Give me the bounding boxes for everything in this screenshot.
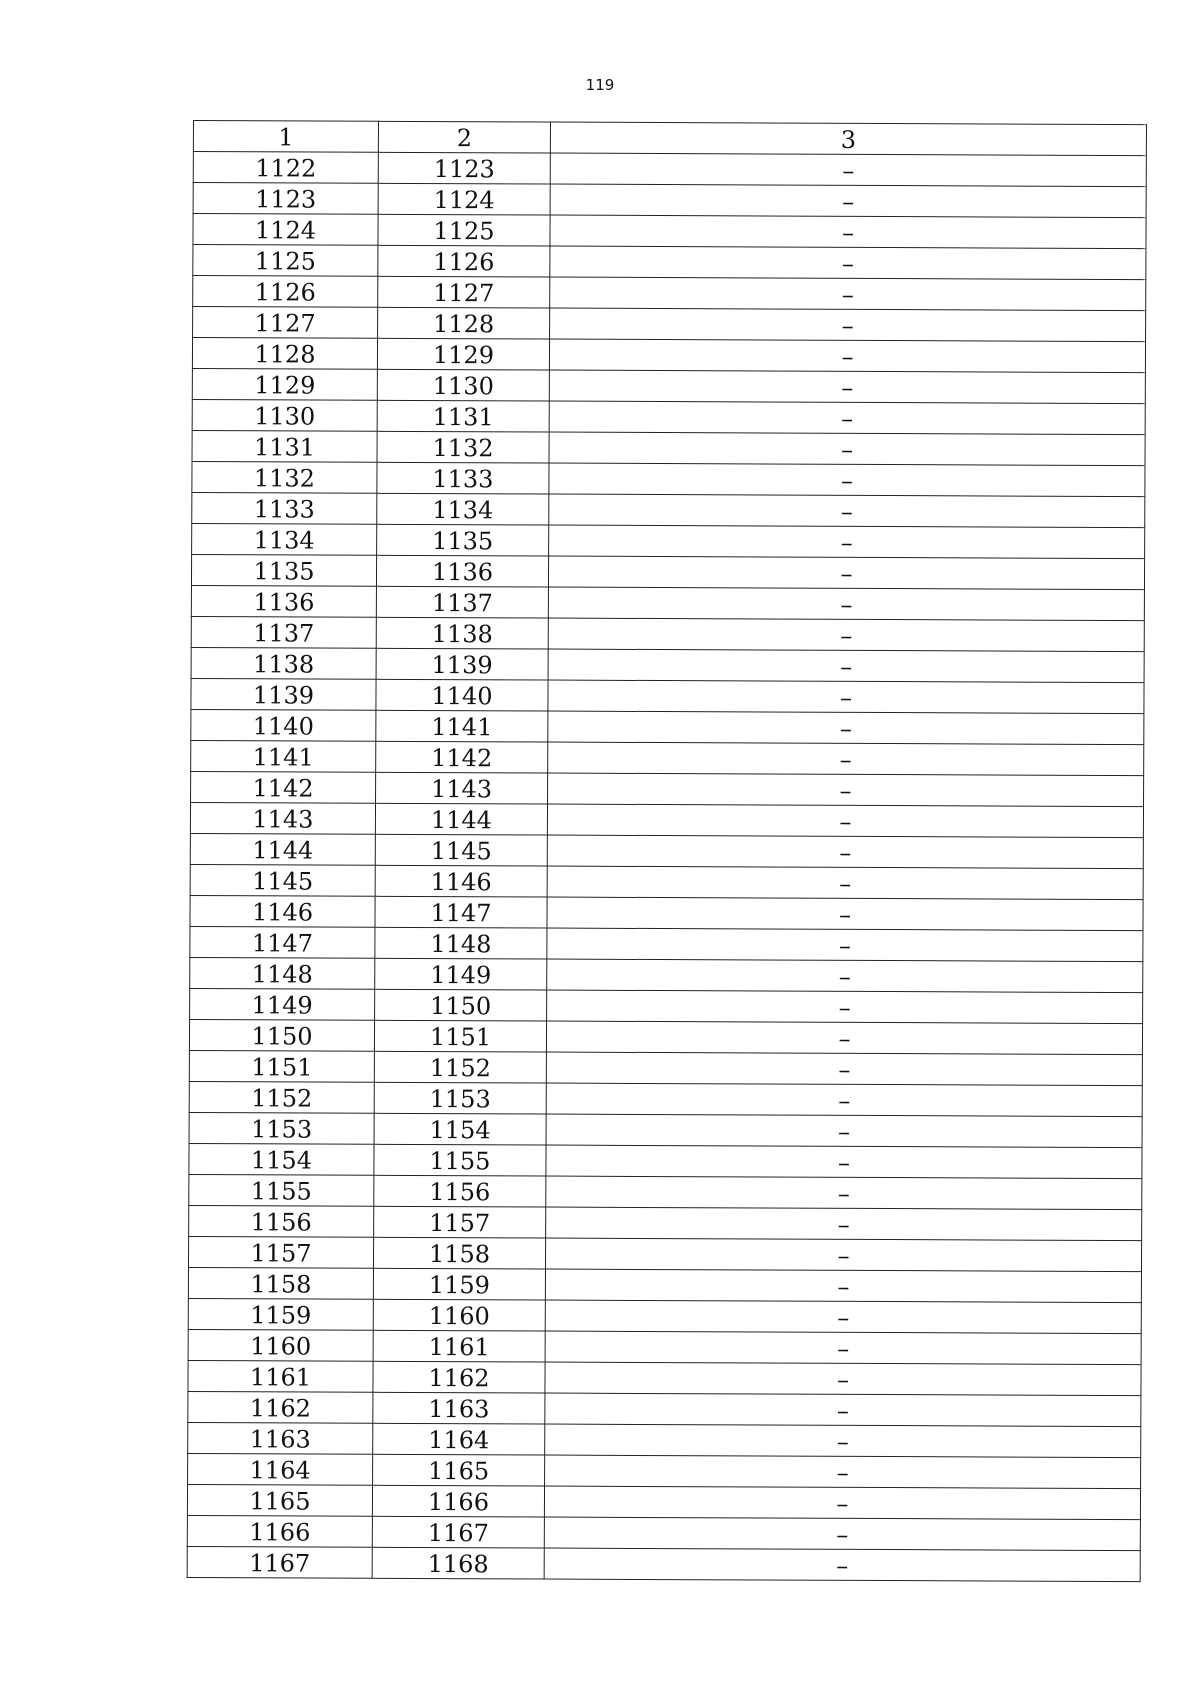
table-row: [193, 245, 1146, 280]
table-cell-col-3: –: [545, 1331, 1141, 1365]
table-row: [190, 988, 1143, 1023]
table-row: [192, 430, 1145, 465]
table-row: [189, 1019, 1142, 1054]
table-row: [190, 833, 1143, 868]
table-cell-col-1: 1128: [192, 338, 377, 370]
table-cell-col-3: –: [547, 990, 1143, 1024]
table-cell-col-3: –: [545, 1269, 1141, 1303]
table-cell-col-2: 1135: [377, 524, 549, 556]
table-cell-col-2: 1154: [374, 1113, 546, 1145]
table-cell-col-1: 1127: [193, 307, 378, 339]
table-cell-col-1: 1133: [192, 492, 377, 524]
table-cell-col-2: 1157: [374, 1206, 546, 1238]
table-cell-col-2: 1127: [378, 276, 550, 308]
table-cell-col-1: 1122: [193, 152, 378, 184]
table-cell-col-2: 1161: [373, 1330, 545, 1362]
table-cell-col-1: 1147: [190, 926, 375, 958]
table-cell-col-3: –: [545, 1393, 1141, 1427]
table-cell-col-3: –: [545, 1455, 1141, 1489]
table-cell-col-3: –: [548, 587, 1144, 621]
table-header-row: [193, 121, 1146, 156]
table-cell-col-2: 1146: [375, 865, 547, 897]
table-cell-col-1: 1129: [192, 368, 377, 400]
table-cell-col-3: –: [544, 1486, 1140, 1520]
table-cell-col-3: –: [546, 1145, 1142, 1179]
table-cell-col-2: 1159: [373, 1268, 545, 1300]
table-cell-col-1: 1130: [192, 399, 377, 431]
column-header-3: 3: [550, 122, 1146, 156]
column-header-1: 1: [193, 121, 378, 153]
table-cell-col-3: –: [549, 401, 1145, 435]
table-cell-col-3: –: [549, 370, 1145, 404]
table-cell-col-3: –: [549, 463, 1145, 497]
table-cell-col-2: 1153: [374, 1082, 546, 1114]
table-row: [188, 1298, 1141, 1333]
table-cell-col-1: 1140: [191, 709, 376, 741]
table-cell-col-1: 1139: [191, 678, 376, 710]
table-row: [187, 1484, 1140, 1519]
table-cell-col-3: –: [547, 959, 1143, 993]
table-cell-col-2: 1126: [378, 245, 550, 277]
table-cell-col-3: –: [548, 773, 1144, 807]
table-cell-col-2: 1130: [377, 369, 549, 401]
table-body: [187, 152, 1146, 1582]
table-cell-col-2: 1143: [376, 772, 548, 804]
table-cell-col-1: 1124: [193, 214, 378, 246]
table-cell-col-1: 1150: [189, 1019, 374, 1051]
table-row: [191, 678, 1144, 713]
table-cell-col-2: 1134: [377, 493, 549, 525]
table-cell-col-1: 1159: [188, 1298, 373, 1330]
table-cell-col-1: 1148: [190, 957, 375, 989]
table-cell-col-3: –: [550, 308, 1146, 342]
table-cell-col-2: 1149: [375, 958, 547, 990]
table-cell-col-2: 1140: [376, 679, 548, 711]
table-row: [189, 1143, 1142, 1178]
table-cell-col-3: –: [549, 525, 1145, 559]
table-cell-col-3: –: [548, 556, 1144, 590]
page-number: 119: [585, 76, 615, 94]
table-cell-col-1: 1151: [189, 1050, 374, 1082]
table-row: [190, 802, 1143, 837]
table-cell-col-2: 1158: [373, 1237, 545, 1269]
table-cell-col-1: 1138: [191, 647, 376, 679]
table-row: [193, 152, 1146, 187]
table-cell-col-1: 1160: [188, 1329, 373, 1361]
table-cell-col-1: 1149: [190, 988, 375, 1020]
column-header-2: 2: [378, 121, 550, 153]
table-cell-col-1: 1141: [191, 740, 376, 772]
table-cell-col-1: 1131: [192, 430, 377, 462]
table-cell-col-2: 1156: [374, 1175, 546, 1207]
table-cell-col-3: –: [545, 1300, 1141, 1334]
table-cell-col-1: 1165: [187, 1484, 372, 1516]
table-cell-col-2: 1150: [375, 989, 547, 1021]
table-cell-col-3: –: [547, 835, 1143, 869]
table-cell-col-3: –: [544, 1517, 1140, 1551]
table-cell-col-3: –: [549, 432, 1145, 466]
table-cell-col-3: –: [550, 246, 1146, 280]
table-row: [188, 1236, 1141, 1271]
table-cell-col-1: 1164: [188, 1453, 373, 1485]
table-cell-col-3: –: [546, 1083, 1142, 1117]
table-cell-col-3: –: [548, 742, 1144, 776]
table-row: [189, 1081, 1142, 1116]
table-cell-col-3: –: [547, 866, 1143, 900]
table-cell-col-2: 1131: [377, 400, 549, 432]
table-cell-col-1: 1167: [187, 1546, 372, 1578]
table-cell-col-3: –: [550, 184, 1146, 218]
table-cell-col-3: –: [545, 1362, 1141, 1396]
table-cell-col-2: 1132: [377, 431, 549, 463]
table-cell-col-2: 1162: [373, 1361, 545, 1393]
table-row: [188, 1453, 1141, 1488]
table-cell-col-2: 1147: [375, 896, 547, 928]
table-cell-col-2: 1137: [376, 586, 548, 618]
table-row: [191, 647, 1144, 682]
table-cell-col-1: 1155: [189, 1174, 374, 1206]
table-row: [191, 709, 1144, 744]
table-row: [192, 368, 1145, 403]
table-cell-col-1: 1142: [191, 771, 376, 803]
table-row: [193, 214, 1146, 249]
table-cell-col-2: 1133: [377, 462, 549, 494]
table-cell-col-1: 1134: [192, 523, 377, 555]
table-row: [191, 616, 1144, 651]
table-cell-col-3: –: [548, 680, 1144, 714]
table-cell-col-3: –: [548, 618, 1144, 652]
table-row: [189, 1174, 1142, 1209]
table-row: [190, 957, 1143, 992]
table-cell-col-2: 1136: [376, 555, 548, 587]
table-cell-col-3: –: [550, 153, 1146, 187]
table-cell-col-3: –: [550, 277, 1146, 311]
table-cell-col-1: 1157: [188, 1236, 373, 1268]
table-row: [188, 1391, 1141, 1426]
table-row: [188, 1360, 1141, 1395]
table-row: [192, 492, 1145, 527]
table-cell-col-3: –: [546, 1021, 1142, 1055]
table-cell-col-1: 1126: [193, 276, 378, 308]
table-cell-col-3: –: [550, 215, 1146, 249]
table-cell-col-1: 1163: [188, 1422, 373, 1454]
table-cell-col-2: 1124: [378, 183, 550, 215]
table-cell-col-2: 1148: [375, 927, 547, 959]
table-cell-col-2: 1160: [373, 1299, 545, 1331]
table-row: [193, 276, 1146, 311]
table-row: [190, 926, 1143, 961]
table-row: [190, 864, 1143, 899]
table-cell-col-1: 1136: [191, 585, 376, 617]
table-cell-col-2: 1128: [378, 307, 550, 339]
table-cell-col-1: 1161: [188, 1360, 373, 1392]
table-row: [191, 554, 1144, 589]
table-cell-col-2: 1167: [372, 1516, 544, 1548]
table-cell-col-1: 1158: [188, 1267, 373, 1299]
table-row: [188, 1422, 1141, 1457]
table-cell-col-1: 1143: [190, 802, 375, 834]
table-row: [188, 1267, 1141, 1302]
table-cell-col-2: 1166: [372, 1485, 544, 1517]
table-cell-col-2: 1165: [373, 1454, 545, 1486]
table-cell-col-2: 1138: [376, 617, 548, 649]
table-cell-col-2: 1155: [374, 1144, 546, 1176]
table-row: [192, 338, 1145, 373]
table-row: [189, 1112, 1142, 1147]
table-cell-col-2: 1145: [375, 834, 547, 866]
table-cell-col-2: 1164: [373, 1423, 545, 1455]
table-row: [192, 461, 1145, 496]
table-cell-col-3: –: [547, 897, 1143, 931]
table-cell-col-3: –: [546, 1176, 1142, 1210]
table-cell-col-1: 1132: [192, 461, 377, 493]
table-cell-col-3: –: [546, 1052, 1142, 1086]
table-cell-col-1: 1154: [189, 1143, 374, 1175]
table-row: [190, 895, 1143, 930]
table-row: [193, 307, 1146, 342]
table-row: [191, 771, 1144, 806]
table-cell-col-2: 1139: [376, 648, 548, 680]
table-row: [192, 399, 1145, 434]
table-cell-col-1: 1123: [193, 183, 378, 215]
table-row: [191, 585, 1144, 620]
table-cell-col-3: –: [549, 339, 1145, 373]
table-cell-col-1: 1125: [193, 245, 378, 277]
table-cell-col-1: 1146: [190, 895, 375, 927]
table-cell-col-2: 1168: [372, 1547, 544, 1579]
table-cell-col-3: –: [547, 928, 1143, 962]
table-cell-col-2: 1123: [378, 152, 550, 184]
data-table: [187, 120, 1147, 1582]
table-cell-col-1: 1137: [191, 616, 376, 648]
table-row: [193, 183, 1146, 218]
table-cell-col-2: 1152: [374, 1051, 546, 1083]
table-cell-col-2: 1163: [373, 1392, 545, 1424]
table-row: [187, 1546, 1140, 1581]
table-row: [187, 1515, 1140, 1550]
table-cell-col-2: 1142: [376, 741, 548, 773]
table-cell-col-1: 1144: [190, 833, 375, 865]
table-cell-col-3: –: [544, 1548, 1140, 1582]
table-row: [192, 523, 1145, 558]
table-cell-col-3: –: [549, 494, 1145, 528]
table-row: [189, 1205, 1142, 1240]
table-cell-col-1: 1145: [190, 864, 375, 896]
table-cell-col-3: –: [548, 711, 1144, 745]
table-cell-col-2: 1144: [375, 803, 547, 835]
table-cell-col-2: 1125: [378, 214, 550, 246]
table-cell-col-1: 1135: [191, 554, 376, 586]
table-cell-col-1: 1162: [188, 1391, 373, 1423]
table-cell-col-1: 1153: [189, 1112, 374, 1144]
table-row: [191, 740, 1144, 775]
table-row: [188, 1329, 1141, 1364]
table-cell-col-2: 1141: [376, 710, 548, 742]
table-row: [189, 1050, 1142, 1085]
table-cell-col-3: –: [546, 1207, 1142, 1241]
table-cell-col-1: 1156: [189, 1205, 374, 1237]
table-cell-col-3: –: [548, 649, 1144, 683]
table-cell-col-2: 1129: [377, 338, 549, 370]
table-cell-col-3: –: [545, 1424, 1141, 1458]
table-cell-col-3: –: [545, 1238, 1141, 1272]
table-cell-col-1: 1166: [187, 1515, 372, 1547]
table-cell-col-1: 1152: [189, 1081, 374, 1113]
table-cell-col-3: –: [547, 804, 1143, 838]
table-cell-col-3: –: [546, 1114, 1142, 1148]
table-cell-col-2: 1151: [374, 1020, 546, 1052]
